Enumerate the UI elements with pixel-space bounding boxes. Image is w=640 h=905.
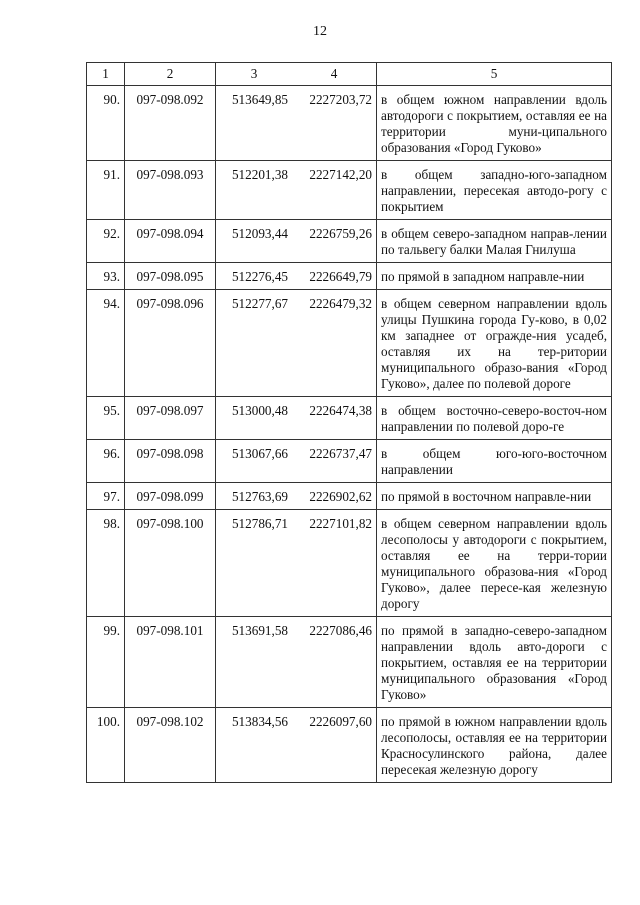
page-number: 12 [313,24,327,39]
table-row [87,290,612,397]
row-number: 93. [87,263,125,290]
coordinate-y: 2226474,38 [292,397,377,440]
direction-description: в общем южном направлении вдоль автодороги с покрытием, оставляя ее на территории муни-ципального образования «Город Гуково» [377,86,612,161]
direction-description: по прямой в западном направле-нии [377,263,612,290]
coordinate-y: 2226649,79 [292,263,377,290]
table-row [87,617,612,708]
point-code: 097-098.101 [125,617,216,708]
coordinate-x: 512763,69 [216,483,293,510]
coordinate-x: 513000,48 [216,397,293,440]
direction-description: в общем восточно-северо-восточ-ном направлении по полевой доро-ге [377,397,612,440]
point-code: 097-098.096 [125,290,216,397]
point-code: 097-098.095 [125,263,216,290]
coordinate-x: 513691,58 [216,617,293,708]
point-code: 097-098.093 [125,161,216,220]
coordinate-x: 513834,56 [216,708,293,783]
table-row [87,708,612,783]
point-code: 097-098.102 [125,708,216,783]
header-col-5: 5 [377,63,612,86]
coordinate-y: 2227086,46 [292,617,377,708]
boundary-table [86,62,612,783]
header-col-2: 2 [125,63,216,86]
table-row [87,483,612,510]
coordinate-y: 2227101,82 [292,510,377,617]
coordinate-y: 2226902,62 [292,483,377,510]
direction-description: по прямой в западно-северо-западном направлении вдоль авто-дороги с покрытием, оставляя ее на территории муниципального образования «Город Гуково» [377,617,612,708]
point-code: 097-098.094 [125,220,216,263]
row-number: 96. [87,440,125,483]
point-code: 097-098.092 [125,86,216,161]
coordinate-y: 2226097,60 [292,708,377,783]
row-number: 90. [87,86,125,161]
row-number: 99. [87,617,125,708]
row-number: 92. [87,220,125,263]
row-number: 100. [87,708,125,783]
coordinate-x: 512786,71 [216,510,293,617]
row-number: 91. [87,161,125,220]
direction-description: в общем юго-юго-восточном направлении [377,440,612,483]
point-code: 097-098.099 [125,483,216,510]
direction-description: по прямой в восточном направле-нии [377,483,612,510]
header-col-4: 4 [292,63,377,86]
coordinate-x: 512277,67 [216,290,293,397]
point-code: 097-098.098 [125,440,216,483]
table-header-row [87,63,612,86]
coordinate-y: 2226479,32 [292,290,377,397]
table-body [87,63,612,783]
row-number: 97. [87,483,125,510]
point-code: 097-098.100 [125,510,216,617]
coordinate-x: 512201,38 [216,161,293,220]
header-col-3: 3 [216,63,293,86]
coordinate-y: 2227142,20 [292,161,377,220]
coordinate-y: 2227203,72 [292,86,377,161]
row-number: 98. [87,510,125,617]
coordinate-y: 2226737,47 [292,440,377,483]
table-row [87,161,612,220]
coordinate-x: 512276,45 [216,263,293,290]
row-number: 95. [87,397,125,440]
table-row [87,440,612,483]
direction-description: по прямой в южном направлении вдоль лесополосы, оставляя ее на территории Красносулинского района, далее пересекая железную дорогу [377,708,612,783]
point-code: 097-098.097 [125,397,216,440]
table-row [87,86,612,161]
table-row [87,397,612,440]
table-row [87,510,612,617]
coordinate-y: 2226759,26 [292,220,377,263]
coordinate-x: 512093,44 [216,220,293,263]
table-row [87,263,612,290]
table-row [87,220,612,263]
direction-description: в общем северо-западном направ-лении по тальвегу балки Малая Гнилуша [377,220,612,263]
direction-description: в общем северном направлении вдоль лесополосы у автодороги с покрытием, оставляя ее на терри-тории муниципального образова-ния «Город Гуково», далее пересе-кая железную дорогу [377,510,612,617]
direction-description: в общем северном направлении вдоль улицы Пушкина города Гу-ково, в 0,02 км западнее от огражде-ния усадеб, оставляя их на тер-ритории муниципального образо-вания «Город Гуково», далее по полевой дороге [377,290,612,397]
row-number: 94. [87,290,125,397]
header-col-1: 1 [87,63,125,86]
coordinate-x: 513067,66 [216,440,293,483]
direction-description: в общем западно-юго-западном направлении, пересекая автодо-рогу с покрытием [377,161,612,220]
coordinate-x: 513649,85 [216,86,293,161]
